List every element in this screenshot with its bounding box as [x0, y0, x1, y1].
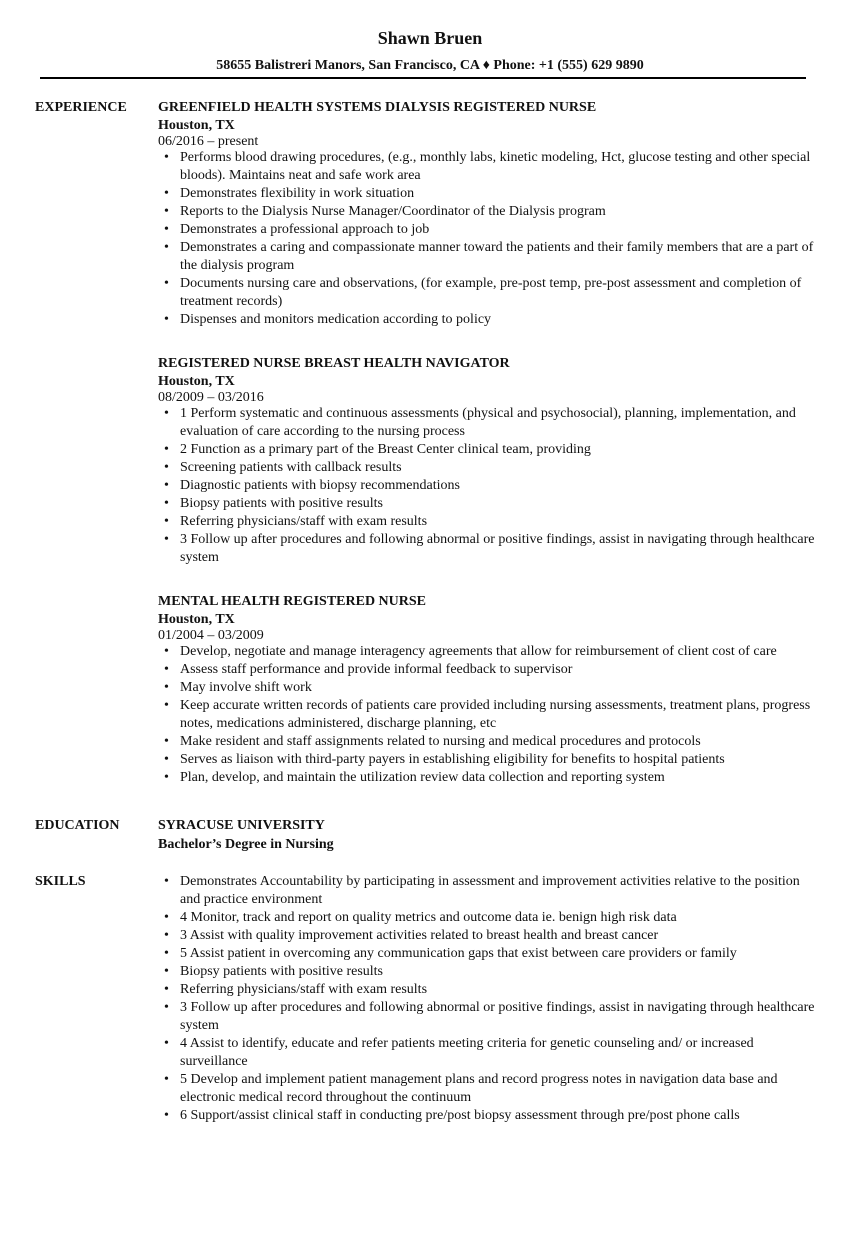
list-item: • 6 Support/assist clinical staff in conducting pre/post biopsy assessment through pre/post phone calls	[158, 1107, 818, 1125]
school-name: SYRACUSE UNIVERSITY	[158, 818, 325, 833]
candidate-name: Shawn Bruen	[377, 28, 483, 48]
list-item: • Develop, negotiate and manage interagency agreements that allow for reimbursement of client cost of care	[158, 643, 818, 661]
skills-bullets	[158, 873, 818, 1125]
list-item: • Demonstrates flexibility in work situation	[158, 185, 818, 203]
list-item: • Referring physicians/staff with exam results	[158, 513, 818, 531]
list-item: • Diagnostic patients with biopsy recommendations	[158, 477, 818, 495]
job-title: GREENFIELD HEALTH SYSTEMS DIALYSIS REGISTERED NURSE	[158, 100, 597, 115]
list-item: • Assess staff performance and provide informal feedback to supervisor	[158, 661, 818, 679]
list-item: • 3 Follow up after procedures and following abnormal or positive findings, assist in navigating through healthcare system	[158, 531, 818, 567]
list-item: • Referring physicians/staff with exam results	[158, 981, 818, 999]
section-title-skills: SKILLS	[35, 874, 86, 889]
resume-header	[0, 0, 860, 75]
section-title-education: EDUCATION	[35, 818, 120, 833]
list-item: • Dispenses and monitors medication according to policy	[158, 311, 818, 329]
list-item: • Plan, develop, and maintain the utilization review data collection and reporting system	[158, 769, 818, 787]
list-item: • May involve shift work	[158, 679, 818, 697]
list-item: • Performs blood drawing procedures, (e.g., monthly labs, kinetic modeling, Hct, glucose testing and other special bloods). Maintains neat and safe work area	[158, 149, 818, 185]
job-bullets	[158, 149, 818, 329]
job-entry	[158, 593, 818, 787]
list-item: • 4 Monitor, track and report on quality metrics and outcome data ie. benign high risk data	[158, 909, 818, 927]
education-body	[158, 817, 818, 855]
skills-body	[158, 873, 818, 1125]
list-item: • Biopsy patients with positive results	[158, 963, 818, 981]
list-item: • 3 Assist with quality improvement activities related to breast health and breast cancer	[158, 927, 818, 945]
list-item: • Reports to the Dialysis Nurse Manager/Coordinator of the Dialysis program	[158, 203, 818, 221]
job-dates: 06/2016 – present	[158, 134, 259, 149]
list-item: • Demonstrates a professional approach to job	[158, 221, 818, 239]
list-item: • 1 Perform systematic and continuous assessments (physical and psychosocial), planning, implementation, and evaluation of care according to the nursing process	[158, 405, 818, 441]
job-location: Houston, TX	[158, 118, 235, 133]
list-item: • Demonstrates a caring and compassionate manner toward the patients and their family members that are a part of the dialysis program	[158, 239, 818, 275]
list-item: • 2 Function as a primary part of the Breast Center clinical team, providing	[158, 441, 818, 459]
job-title: REGISTERED NURSE BREAST HEALTH NAVIGATOR	[158, 356, 510, 371]
list-item: • Biopsy patients with positive results	[158, 495, 818, 513]
job-dates: 01/2004 – 03/2009	[158, 628, 264, 643]
list-item: • Keep accurate written records of patients care provided including nursing assessments, treatment plans, progress notes, medications administered, discharge planning, etc	[158, 697, 818, 733]
list-item: • Demonstrates Accountability by participating in assessment and improvement activities relative to the position and practice environment	[158, 873, 818, 909]
job-entry	[158, 99, 818, 329]
job-title: MENTAL HEALTH REGISTERED NURSE	[158, 594, 427, 609]
list-item: • 5 Assist patient in overcoming any communication gaps that exist between care providers or family	[158, 945, 818, 963]
list-item: • 4 Assist to identify, educate and refer patients meeting criteria for genetic counseling and/ or increased surveillance	[158, 1035, 818, 1071]
list-item: • Documents nursing care and observations, (for example, pre-post temp, pre-post assessment and completion of treatment records)	[158, 275, 818, 311]
list-item: • Screening patients with callback results	[158, 459, 818, 477]
list-item: • Make resident and staff assignments related to nursing and medical procedures and protocols	[158, 733, 818, 751]
job-location: Houston, TX	[158, 612, 235, 627]
degree: Bachelor’s Degree in Nursing	[158, 837, 334, 852]
job-bullets	[158, 643, 818, 787]
section-title-experience: EXPERIENCE	[35, 100, 127, 115]
list-item: • Serves as liaison with third-party payers in establishing eligibility for benefits to hospital patients	[158, 751, 818, 769]
job-location: Houston, TX	[158, 374, 235, 389]
job-bullets	[158, 405, 818, 567]
job-entry	[158, 355, 818, 567]
list-item: • 3 Follow up after procedures and following abnormal or positive findings, assist in navigating through healthcare system	[158, 999, 818, 1035]
contact-line: 58655 Balistreri Manors, San Francisco, CA ♦ Phone: +1 (555) 629 9890	[216, 58, 644, 73]
list-item: • 5 Develop and implement patient management plans and record progress notes in navigation data base and electronic medical record throughout the continuum	[158, 1071, 818, 1107]
job-dates: 08/2009 – 03/2016	[158, 390, 264, 405]
header-divider	[40, 77, 806, 79]
